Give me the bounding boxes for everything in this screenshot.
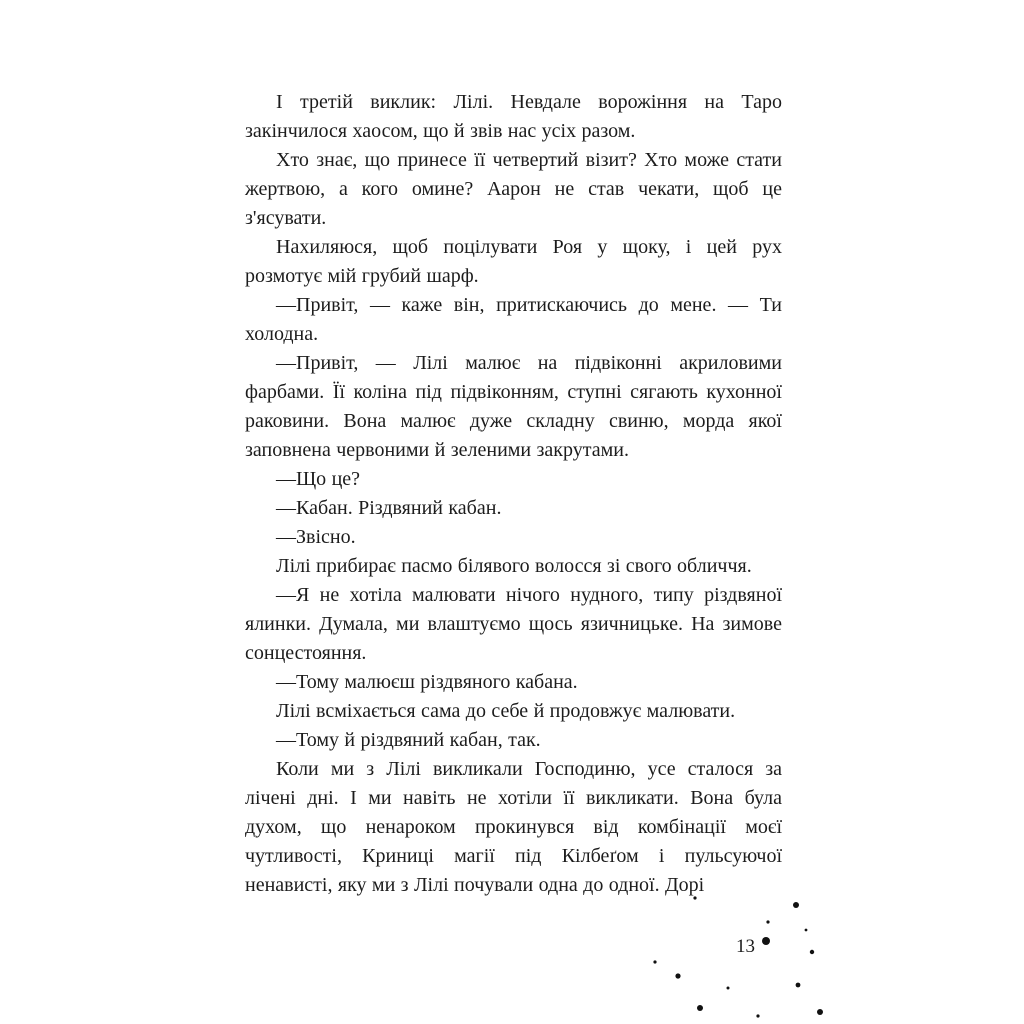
page-text (245, 88, 782, 900)
paragraph: —Привіт, — каже він, притискаючись до мене. — Ти холодна. (245, 294, 782, 345)
paragraph: Хто знає, що принесе її четвертий візит? Хто може стати жертвою, а кого омине? Аарон не став чекати, щоб це з'ясувати. (245, 149, 782, 229)
paragraph: —Тому й різдвяний кабан, так. (276, 729, 541, 751)
paragraph: Лілі всміхається сама до себе й продовжує малювати. (276, 700, 736, 722)
paragraph: —Я не хотіла малювати нічого нудного, типу різдвяної ялинки. Думала, ми влаштуємо щось язичницьке. На зимове сонцестояння. (245, 584, 782, 664)
paragraph: —Привіт, — Лілі малює на підвіконні акриловими фарбами. Її коліна під підвіконням, ступні сягають кухонної раковини. Вона малює дуже складну свиню, морда якої заповнена червоними й зеленими закрутами. (245, 352, 782, 461)
paragraph: —Що це? (276, 468, 361, 490)
paragraph: Коли ми з Лілі викликали Господиню, усе сталося за лічені дні. І ми навіть не хотіли її викликати. Вона була духом, що ненароком прокинувся від комбінації моєї чутливості, Криниці магії під Кілбеґом і пульсуючої ненависті, яку ми з Лілі почували одна до одної. Дорі (245, 758, 782, 896)
paragraph: —Звісно. (276, 526, 356, 548)
paragraph: —Кабан. Різдвяний кабан. (276, 497, 502, 519)
page-number: 13 (736, 936, 755, 957)
paragraph: І третій виклик: Лілі. Невдале ворожіння на Таро закінчилося хаосом, що й звів нас усіх разом. (245, 91, 782, 142)
paragraph: Лілі прибирає пасмо білявого волосся зі свого обличчя. (276, 555, 752, 577)
paragraph: Нахиляюся, щоб поцілувати Роя у щоку, і цей рух розмотує мій грубий шарф. (245, 236, 782, 287)
paragraph: —Тому малюєш різдвяного кабана. (276, 671, 578, 693)
